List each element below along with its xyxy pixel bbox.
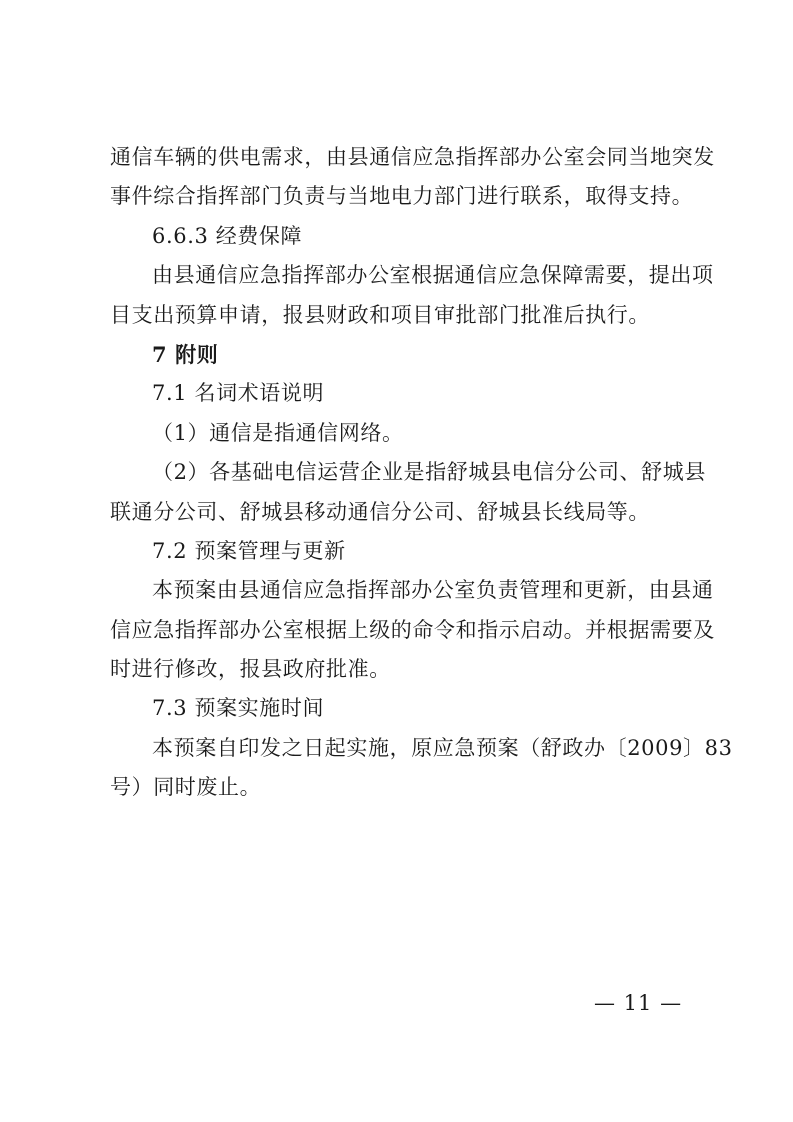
chapter-heading: 7 附则 [152, 341, 219, 367]
paragraph-line: 本预案由县通信应急指挥部办公室负责管理和更新，由县通 [152, 578, 714, 603]
section-heading: 7.2 预案管理与更新 [152, 538, 346, 563]
list-item: （2）各基础电信运营企业是指舒城县电信分公司、舒城县 [152, 460, 706, 485]
paragraph-line: 联通分公司、舒城县移动通信分公司、舒城县长线局等。 [110, 499, 650, 524]
document-body [110, 138, 733, 808]
paragraph-line: 目支出预算申请，报县财政和项目审批部门批准后执行。 [110, 302, 650, 327]
section-heading: 6.6.3 经费保障 [152, 223, 303, 248]
page-number: — 11 — [594, 991, 683, 1015]
section-heading: 7.1 名词术语说明 [152, 381, 325, 406]
paragraph-line: 信应急指挥部办公室根据上级的命令和指示启动。并根据需要及 [110, 617, 715, 642]
list-item: （1）通信是指通信网络。 [152, 420, 404, 445]
section-heading: 7.3 预案实施时间 [152, 696, 325, 721]
paragraph-line: 时进行修改，报县政府批准。 [110, 657, 391, 682]
paragraph-line: 号）同时废止。 [110, 775, 262, 800]
paragraph-line: 本预案自印发之日起实施，原应急预案（舒政办〔2009〕83 [152, 735, 733, 760]
paragraph-line: 事件综合指挥部门负责与当地电力部门进行联系，取得支持。 [110, 184, 694, 209]
paragraph-line: 通信车辆的供电需求，由县通信应急指挥部办公室会同当地突发 [110, 145, 715, 169]
paragraph-line: 由县通信应急指挥部办公室根据通信应急保障需要，提出项 [152, 263, 714, 288]
